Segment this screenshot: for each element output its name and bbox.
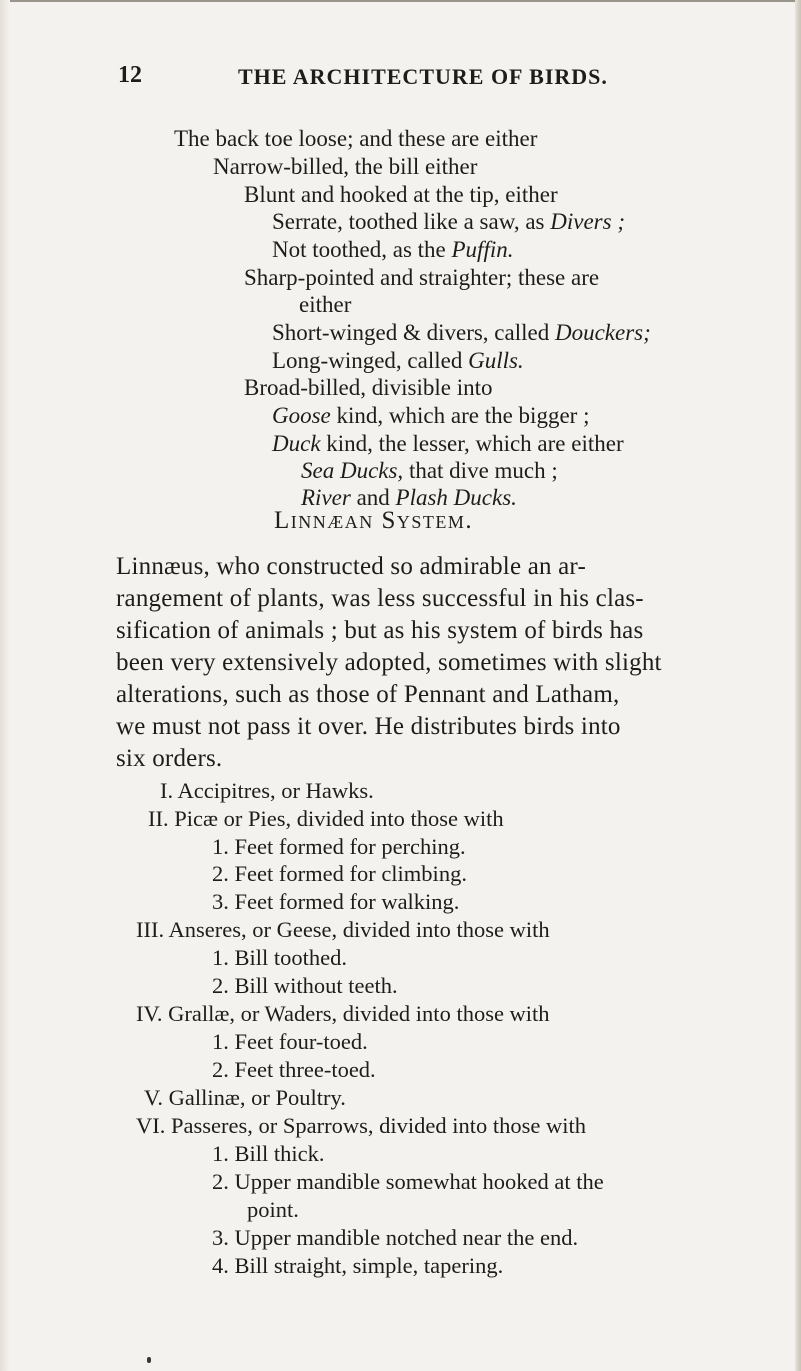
paragraph-line: alterations, such as those of Pennant and Latham, xyxy=(116,681,620,708)
order-item: I. Accipitres, or Hawks. xyxy=(160,778,374,803)
outline-text: Blunt and hooked at the tip, either xyxy=(244,182,558,207)
outline-line xyxy=(272,402,589,429)
outline-italic: Sea Ducks, xyxy=(301,458,404,483)
outline-line xyxy=(272,430,624,457)
outline-line xyxy=(244,264,599,291)
suborder-item: 2. Upper mandible somewhat hooked at the xyxy=(212,1169,604,1194)
right-page-edge xyxy=(795,0,801,1371)
outline-line xyxy=(174,125,537,152)
left-page-edge xyxy=(0,0,10,1371)
paragraph-line: rangement of plants, was less successful in his clas- xyxy=(116,585,644,612)
outline-line xyxy=(299,291,351,318)
paragraph-line: we must not pass it over. He distributes birds into xyxy=(116,713,621,740)
outline-italic: River xyxy=(301,485,351,510)
outline-text: Broad-billed, divisible into xyxy=(244,375,493,400)
outline-line xyxy=(272,319,651,346)
outline-text: Long-winged, called xyxy=(272,348,469,373)
order-item: V. Gallinæ, or Poultry. xyxy=(144,1085,346,1110)
order-item: VI. Passeres, or Sparrows, divided into those with xyxy=(136,1113,586,1138)
outline-italic: Gulls. xyxy=(468,348,524,373)
suborder-item: 2. Feet formed for climbing. xyxy=(212,861,467,886)
suborder-item: 2. Bill without teeth. xyxy=(212,973,398,998)
suborder-item: 1. Bill toothed. xyxy=(212,945,347,970)
suborder-item: 3. Upper mandible notched near the end. xyxy=(212,1225,579,1250)
page-header xyxy=(118,62,678,94)
running-title: THE ARCHITECTURE OF BIRDS. xyxy=(238,64,608,89)
outline-text: that dive much ; xyxy=(403,458,558,483)
outline-line xyxy=(272,236,513,263)
outline-text: Serrate, toothed like a saw, as xyxy=(272,209,551,234)
outline-text: either xyxy=(299,292,352,317)
suborder-item: 3. Feet formed for walking. xyxy=(212,889,460,914)
suborder-continuation: point. xyxy=(247,1197,299,1222)
order-item: IV. Grallæ, or Waders, divided into those with xyxy=(136,1001,550,1026)
outline-italic: Goose xyxy=(272,403,331,428)
outline-italic: Plash Ducks. xyxy=(395,485,517,510)
order-item: II. Picæ or Pies, divided into those with xyxy=(148,806,504,831)
outline-text: Narrow-billed, the bill either xyxy=(213,154,478,179)
outline-text: Not toothed, as the xyxy=(272,237,452,262)
outline-line xyxy=(244,181,558,208)
outline-line xyxy=(272,208,625,235)
outline-text: kind, the lesser, which are either xyxy=(320,431,624,456)
section-title: Linnæan System. xyxy=(274,507,474,534)
paragraph-line: Linnæus, who constructed so admirable an ar- xyxy=(116,553,586,580)
suborder-item: 4. Bill straight, simple, tapering. xyxy=(212,1253,504,1278)
outline-line xyxy=(244,374,493,401)
suborder-item: 1. Bill thick. xyxy=(212,1141,325,1166)
outline-text: Short-winged & divers, called xyxy=(272,320,555,345)
ink-mark xyxy=(147,1357,151,1363)
outline-italic: Puffin. xyxy=(451,237,514,262)
top-rule xyxy=(0,0,801,2)
outline-line xyxy=(213,153,477,180)
suborder-item: 1. Feet four-toed. xyxy=(212,1029,368,1054)
paragraph-line: six orders. xyxy=(116,745,223,772)
outline-text: Sharp-pointed and straighter; these are xyxy=(244,265,600,290)
outline-line xyxy=(301,457,558,484)
outline-line xyxy=(272,347,524,374)
outline-italic: Divers ; xyxy=(550,209,625,234)
suborder-item: 2. Feet three-toed. xyxy=(212,1057,376,1082)
outline-italic: Douckers; xyxy=(554,320,651,345)
order-item: III. Anseres, or Geese, divided into those with xyxy=(136,917,550,942)
paragraph-line: sification of animals ; but as his system of birds has xyxy=(116,617,644,644)
suborder-item: 1. Feet formed for perching. xyxy=(212,834,466,859)
outline-text: and xyxy=(350,485,396,510)
outline-text: kind, which are the bigger ; xyxy=(330,403,590,428)
paragraph-line: been very extensively adopted, sometimes with slight xyxy=(116,649,662,676)
page-number: 12 xyxy=(118,62,142,88)
outline-italic: Duck xyxy=(272,431,321,456)
outline-text: The back toe loose; and these are either xyxy=(174,126,538,151)
